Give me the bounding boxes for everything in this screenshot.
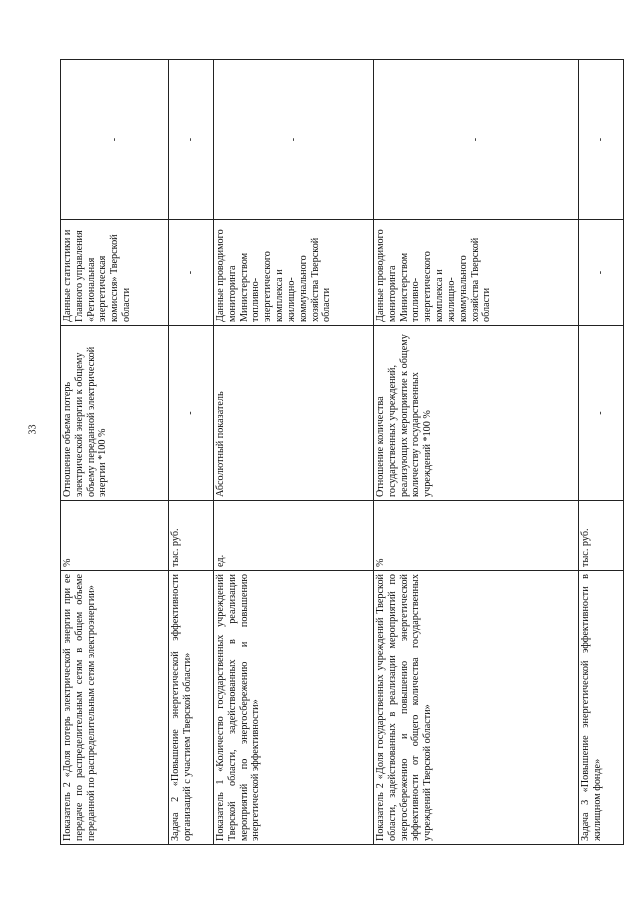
table-row bbox=[214, 60, 374, 845]
source-cell: Данные статистики и Главного управления «Региональная энергетическая комиссия» Тверской области bbox=[61, 220, 169, 326]
note-cell: - bbox=[214, 60, 374, 220]
rotated-table-frame bbox=[60, 60, 623, 845]
source-cell: Данные проводимого мониторинга Министерством топливно-энергетического комплекса и жилищно-коммунального хозяйства Тверской области bbox=[214, 220, 374, 326]
unit-cell: тыс. руб. bbox=[169, 501, 214, 571]
source-cell: Данные проводимого мониторинга Министерством топливно-энергетического комплекса и жилищно-коммунального хозяйства Тверской области bbox=[374, 220, 579, 326]
method-cell: Отношение количества государственных учреждений, реализующих мероприятие к общему количеству государственных учреждений *100 % bbox=[374, 326, 579, 501]
note-cell: - bbox=[61, 60, 169, 220]
source-cell: - bbox=[579, 220, 624, 326]
table-row bbox=[169, 60, 214, 845]
table-row bbox=[374, 60, 579, 845]
note-cell: - bbox=[374, 60, 579, 220]
method-cell: Абсолютный показатель bbox=[214, 326, 374, 501]
unit-cell: ед. bbox=[214, 501, 374, 571]
source-cell: - bbox=[169, 220, 214, 326]
unit-cell: % bbox=[374, 501, 579, 571]
table-row bbox=[579, 60, 624, 845]
task-name: Задача 2 «Повышение энергетической эффективности организаций с участием Тверской области» bbox=[169, 571, 214, 845]
indicator-name: Показатель 2 «Доля государственных учреждений Тверской области, задействованных в реализации мероприятий по энергосбережению и повышению энергетической эффективности от общего количества государственных учреждений Тверской области» bbox=[374, 571, 579, 845]
indicator-name: Показатель 1 «Количество государственных учреждений Тверской области, задействованных в реализации мероприятий по энергосбережению и повышению энергетической эффективности» bbox=[214, 571, 374, 845]
method-cell: - bbox=[169, 326, 214, 501]
indicators-table bbox=[60, 59, 624, 845]
method-cell: - bbox=[579, 326, 624, 501]
indicator-name: Показатель 2 «Доля потерь электрической энергии при ее передаче по распределительным сетям в общем объеме переданной по распределительным сетям электроэнергии» bbox=[61, 571, 169, 845]
table-row bbox=[61, 60, 169, 845]
unit-cell: % bbox=[61, 501, 169, 571]
unit-cell: тыс. руб. bbox=[579, 501, 624, 571]
task-name: Задача 3 «Повышение энергетической эффективности в жилищном фонде» bbox=[579, 571, 624, 845]
note-cell: - bbox=[169, 60, 214, 220]
method-cell: Отношение объема потерь электрической энергии к общему объему переданной электрической энергии *100 % bbox=[61, 326, 169, 501]
note-cell: - bbox=[579, 60, 624, 220]
page-number: 33 bbox=[27, 424, 39, 435]
